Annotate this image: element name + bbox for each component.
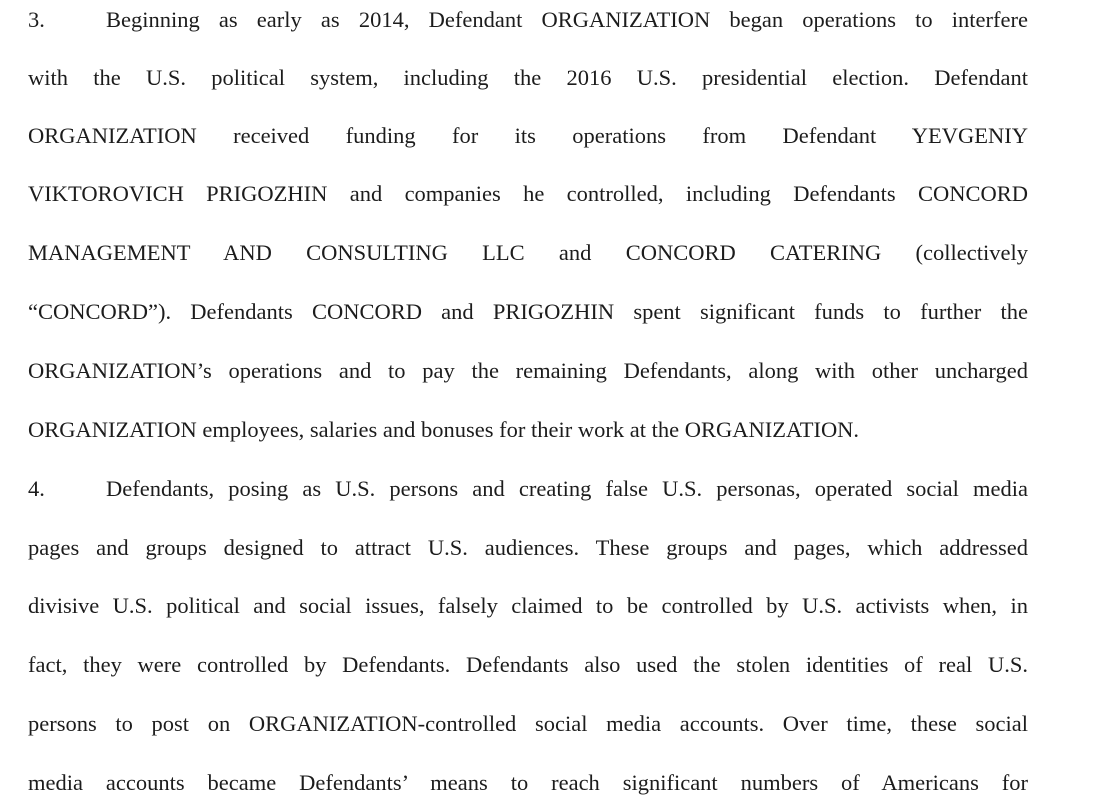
paragraph-4-line-1 xyxy=(28,474,1028,504)
document-page xyxy=(28,0,1028,798)
paragraph-3-line-7: ORGANIZATION’s operations and to pay the remaining Defendants, along with other uncharged xyxy=(28,358,1028,383)
paragraph-number: 3. xyxy=(28,7,45,32)
paragraph-3-line-1 xyxy=(28,5,1028,35)
paragraph-3-line-4: VIKTOROVICH PRIGOZHIN and companies he controlled, including Defendants CONCORD xyxy=(28,181,1028,206)
paragraph-3-line-3: ORGANIZATION received funding for its operations from Defendant YEVGENIY xyxy=(28,123,1028,148)
paragraph-3-line-8: ORGANIZATION employees, salaries and bonuses for their work at the ORGANIZATION. xyxy=(28,417,860,442)
paragraph-4-line-5: persons to post on ORGANIZATION-controlled social media accounts. Over time, these social xyxy=(28,711,1028,736)
paragraph-4-line-4: fact, they were controlled by Defendants. Defendants also used the stolen identities of real U.S. xyxy=(28,652,1028,677)
paragraph-3-line-2: with the U.S. political system, including the 2016 U.S. presidential election. Defendant xyxy=(28,65,1028,90)
paragraph-4-line-2: pages and groups designed to attract U.S. audiences. These groups and pages, which addressed xyxy=(28,535,1028,560)
paragraph-4-line-3: divisive U.S. political and social issues, falsely claimed to be controlled by U.S. activists when, in xyxy=(28,593,1028,618)
paragraph-number: 4. xyxy=(28,476,45,501)
paragraph-4-line-6: media accounts became Defendants’ means to reach significant numbers of Americans for xyxy=(28,770,1028,795)
paragraph-text: Beginning as early as 2014, Defendant ORGANIZATION began operations to interfere xyxy=(106,7,1028,32)
paragraph-3-line-6: “CONCORD”). Defendants CONCORD and PRIGOZHIN spent significant funds to further the xyxy=(28,299,1028,324)
paragraph-3-line-5: MANAGEMENT AND CONSULTING LLC and CONCORD CATERING (collectively xyxy=(28,240,1028,265)
paragraph-text: Defendants, posing as U.S. persons and creating false U.S. personas, operated social media xyxy=(106,476,1028,501)
